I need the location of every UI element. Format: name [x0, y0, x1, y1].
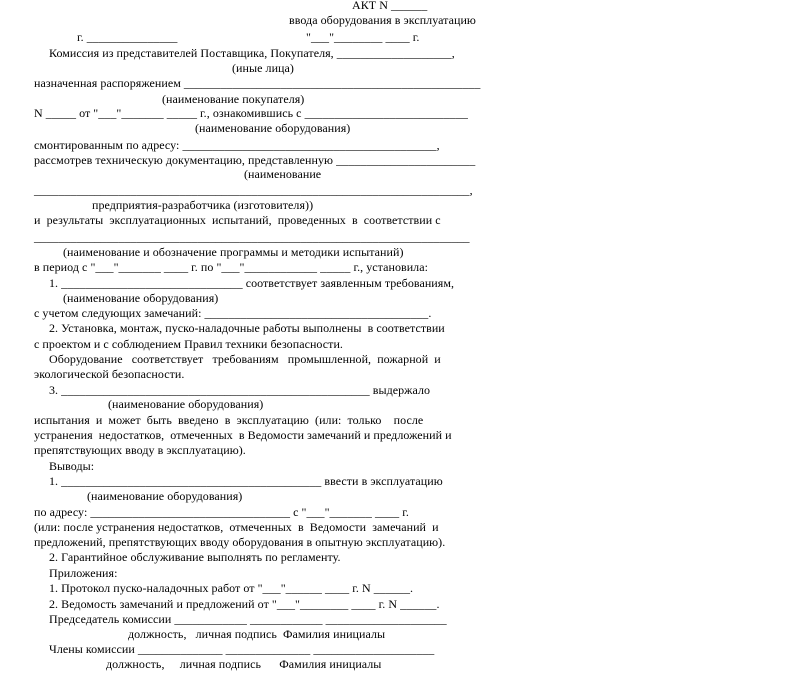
- text-line: (или: после устранения недостатков, отмеченных в Ведомости замечаний и: [34, 520, 439, 534]
- text-line: Приложения:: [49, 566, 118, 580]
- text-line: с учетом следующих замечаний: _____________________________________.: [34, 306, 432, 320]
- text-line: 3. ___________________________________________________ выдержало: [49, 383, 431, 397]
- date-line: "___"________ ____ г.: [306, 30, 420, 44]
- text-line: предприятия-разработчика (изготовителя)): [92, 198, 314, 212]
- text-line: в период с "___"_______ ____ г. по "___"____________ _____ г., установила:: [34, 260, 428, 274]
- text-line: Председатель комиссии ____________ ____________ ____________________: [49, 612, 447, 626]
- text-line: 1. Протокол пуско-наладочных работ от "___"______ ____ г. N ______.: [49, 581, 414, 595]
- text-line: смонтированным по адресу: __________________________________________,: [34, 138, 440, 152]
- text-line: 2. Установка, монтаж, пуско-наладочные работы выполнены в соответствии: [49, 321, 445, 335]
- text-line: Члены комиссии ______________ ______________ ____________________: [49, 642, 435, 656]
- text-line: (иные лица): [232, 61, 294, 75]
- text-line: 2. Гарантийное обслуживание выполнять по регламенту.: [49, 550, 341, 564]
- text-line: испытания и может быть введено в эксплуатацию (или: только после: [34, 413, 424, 427]
- text-line: (наименование покупателя): [162, 92, 305, 106]
- text-line: ________________________________________________________________________,: [34, 183, 473, 197]
- text-line: (наименование: [244, 167, 322, 181]
- text-line: ________________________________________________________________________: [34, 230, 470, 244]
- text-line: с проектом и с соблюдением Правил техники безопасности.: [34, 337, 343, 351]
- text-line: рассмотрев техническую документацию, представленную _______________________: [34, 153, 476, 167]
- text-line: препятствующих вводу в эксплуатацию).: [34, 443, 246, 457]
- text-line: 2. Ведомость замечаний и предложений от "___"________ ____ г. N ______.: [49, 597, 440, 611]
- text-line: (наименование оборудования): [108, 397, 264, 411]
- text-line: N _____ от "___"_______ _____ г., ознакомившись с ___________________________: [34, 106, 468, 120]
- text-line: устранения недостатков, отмеченных в Ведомости замечаний и предложений и: [34, 428, 452, 442]
- document-title: АКТ N ______: [352, 0, 428, 12]
- text-line: назначенная распоряжением _________________________________________________: [34, 76, 481, 90]
- text-line: должность, личная подпись Фамилия инициалы: [106, 657, 382, 671]
- text-line: 1. ___________________________________________ ввести в эксплуатацию: [49, 474, 443, 488]
- text-line: должность, личная подпись Фамилия инициалы: [128, 627, 386, 641]
- text-line: и результаты эксплуатационных испытаний, проведенных в соответствии с: [34, 213, 441, 227]
- text-line: (наименование оборудования): [195, 121, 351, 135]
- text-line: предложений, препятствующих вводу оборудования в опытную эксплуатацию).: [34, 535, 446, 549]
- text-line: (наименование оборудования): [87, 489, 243, 503]
- text-line: (наименование оборудования): [63, 291, 219, 305]
- text-line: (наименование и обозначение программы и методики испытаний): [63, 245, 404, 259]
- text-line: Выводы:: [49, 459, 95, 473]
- place-line: г. _______________: [77, 30, 178, 44]
- text-line: экологической безопасности.: [34, 367, 185, 381]
- text-line: 1. ______________________________ соответствует заявленным требованиям,: [49, 276, 455, 290]
- text-line: по адресу: _________________________________ с "___"_______ ____ г.: [34, 505, 409, 519]
- text-line: Комиссия из представителей Поставщика, Покупателя, ___________________,: [49, 46, 455, 60]
- document-subtitle: ввода оборудования в эксплуатацию: [289, 13, 476, 27]
- text-line: Оборудование соответствует требованиям промышленной, пожарной и: [49, 352, 441, 366]
